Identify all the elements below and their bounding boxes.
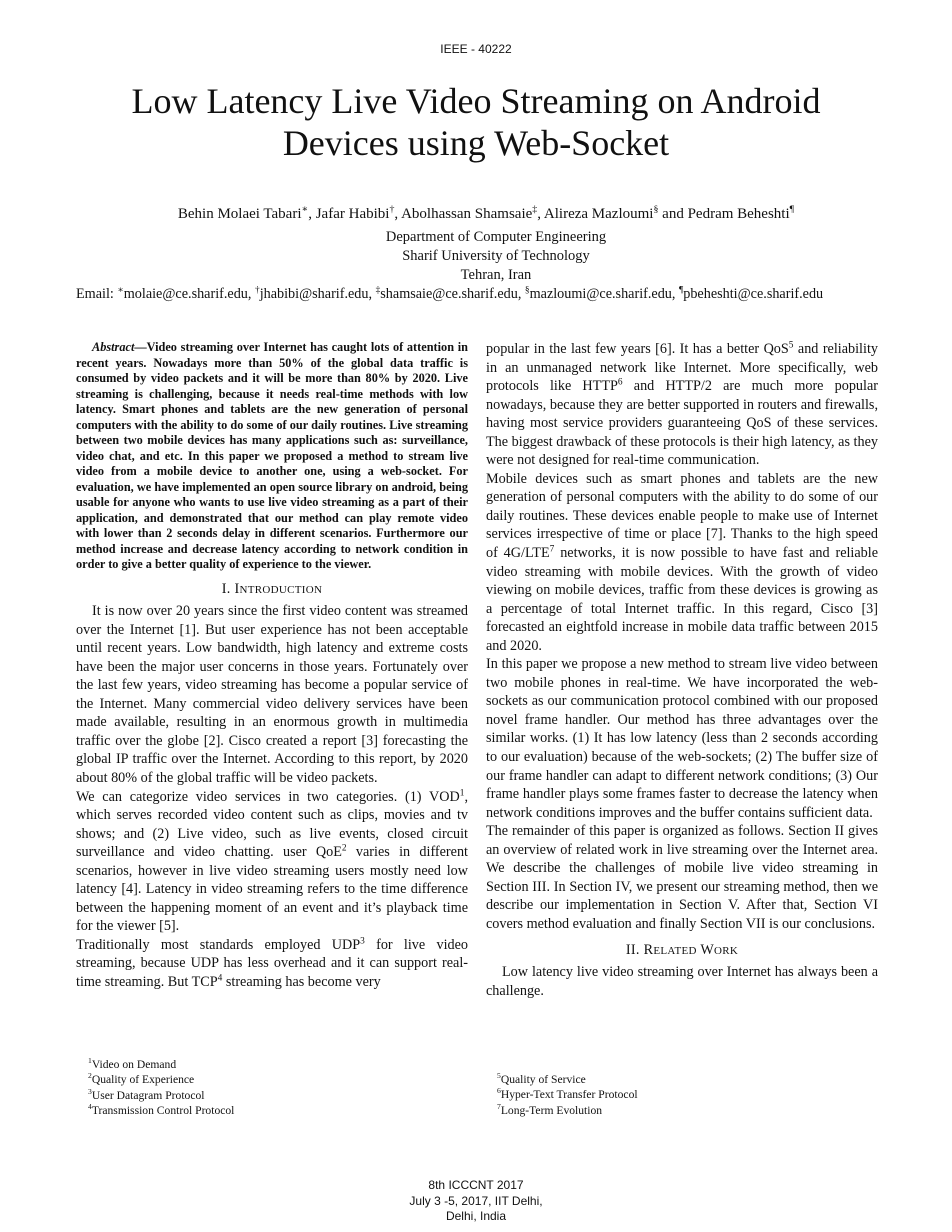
footnote <box>497 1087 827 1102</box>
abstract <box>76 340 468 573</box>
footnote-text: Quality of Service <box>500 1073 586 1086</box>
intro-paragraph-4 <box>486 470 878 655</box>
footnote-number: 7 <box>497 1101 501 1111</box>
footnote-ref: 5 <box>788 340 794 351</box>
page-footer <box>0 1178 952 1225</box>
related-paragraph-1: Low latency live video streaming over Internet has always been a challenge. <box>486 964 878 999</box>
text-run: for live video streaming, because UDP has less overhead and it can support real-time streaming. But TCP <box>76 936 468 990</box>
footnote <box>88 1057 418 1072</box>
section-number: II. <box>625 941 640 958</box>
affiliation-department: Department of Computer Engineering <box>385 229 607 245</box>
footnote <box>88 1103 418 1118</box>
author-mark: ‡ <box>375 285 381 296</box>
footnote-number: 2 <box>88 1071 92 1081</box>
author-conjunction: and <box>662 206 684 222</box>
intro-paragraph-6: The remainder of this paper is organized as follows. Section II gives an overview of related work in live streaming over the Internet area. We describe the challenges of mobile live video streaming in Section III. In Section IV, we present our streaming method, then we describe our implementation in Section V. After that, Section VI covers method evaluation and finally Section VII is our conclusions. <box>486 823 878 932</box>
author-emails <box>76 286 916 303</box>
footnote <box>88 1072 418 1087</box>
author-mark: ‡ <box>532 204 538 215</box>
footnote-number: 3 <box>88 1086 92 1096</box>
footnote-text: User Datagram Protocol <box>91 1088 205 1102</box>
email-address: molaie@ce.sharif.edu, <box>123 286 252 302</box>
intro-paragraph-3 <box>76 936 468 992</box>
section-heading-introduction <box>76 580 468 600</box>
email-address: mazloumi@ce.sharif.edu, <box>529 286 676 302</box>
email-label: Email: <box>76 286 114 302</box>
footnote-ref: 1 <box>459 787 465 798</box>
author-name: Jafar Habibi <box>315 206 390 222</box>
author-mark: ∗ <box>117 285 124 296</box>
author-list: Behin Molaei Tabari∗, Jafar Habibi†, Abolhassan Shamsaie‡, Alireza Mazloumi§ and Pedram Beheshti¶ <box>177 204 795 222</box>
footnote-text: Long-Term Evolution <box>500 1103 603 1117</box>
section-title-rest: ELATED <box>653 944 697 957</box>
text-run: Mobile devices such as smart phones and tablets are the new generation of personal computers with the ability to do some of our daily routines. These devices enable people to make use of Internet services irrespective of time or place [7]. Thanks to the high speed of 4G/LTE <box>486 470 878 562</box>
author-name: Pedram Beheshti <box>687 206 790 222</box>
author-name: Behin Molaei Tabari <box>177 206 302 222</box>
footnote <box>497 1072 827 1087</box>
left-column <box>76 340 468 992</box>
footnotes-right <box>497 1072 827 1118</box>
title-line-2: Devices using Web-Socket <box>282 123 670 163</box>
footnote-text: Quality of Experience <box>91 1073 195 1087</box>
paper-title <box>60 80 892 164</box>
affiliation-university: Sharif University of Technology <box>402 248 590 264</box>
section-heading-related-work <box>486 941 878 961</box>
text-run: Traditionally most standards employed UDP <box>76 936 361 953</box>
author-name: Alireza Mazloumi <box>543 206 654 222</box>
footer-line: Delhi, India <box>445 1209 507 1223</box>
footnote-text: Hyper-Text Transfer Protocol <box>500 1088 638 1102</box>
intro-paragraph-5: In this paper we propose a new method to stream live video between two mobile phones in real-time. We have incorporated the web-sockets as our communication protocol combined with our proposed novel frame handler. Our method has three advantages over the similar works. (1) It has low latency (less than 2 seconds according to our evaluation) because of the web-sockets; (2) The buffer size of our frame handler can adapt to different network conditions; (3) Our frame handler plays some frames faster to decrease the latency when network conditions improves and the buffer contains sufficient data. <box>486 656 878 821</box>
text-run: streaming has become very <box>222 973 381 990</box>
abstract-text: Video streaming over Internet has caught lots of attention in recent years. Nowadays more than 50% of the global data traffic is consumed by video packets and it will be more than 80% by 2020. Live streaming is challenging, because it needs real-time methods with low latency. Smart phones and tablets are the new generation of personal computers with the ability to do some of our daily routines. Live streaming between two mobile devices has many applications such as: surveillance, video chat, and etc. In this paper we proposed a method to stream live video from a mobile device to another one, using a web-socket. For evaluation, we have implemented an open source library on android, being usable for anyone who wants to use live video streaming as a part of their application, and demonstrated that our method can play remote video with lower than 2 seconds delay in different scenarios. Furthermore our method increase and decrease latency according to network condition in order to give a better quality of experience to the viewer. <box>76 340 468 571</box>
footnote-ref: 7 <box>549 544 555 555</box>
author-mark: ¶ <box>789 204 795 215</box>
title-line-1: Low Latency Live Video Streaming on Android <box>131 81 821 121</box>
text-run: and HTTP/2 are much more popular nowadays, because they are better supported in routers and firewalls, having most service providers guaranteeing QoS of these services. The biggest drawback of these protocols is their high latency, as they were not designed for real-time communication. <box>486 378 878 469</box>
section-title-initial: I <box>234 580 240 597</box>
author-mark: † <box>255 285 260 296</box>
footnote <box>88 1088 418 1103</box>
author-mark: § <box>524 285 530 296</box>
footnote-number: 6 <box>497 1086 501 1096</box>
text-run: networks, it is now possible to have fast and reliable video streaming with mobile devices. With the growth of video viewing on mobile devices, traffic from these devices is growing as a percentage of total Internet traffic. In this regard, Cisco [3] forecasted an eightfold increase in mobile data traffic between 2015 and 2020. <box>486 545 879 654</box>
abstract-label: Abstract <box>92 340 135 354</box>
abstract-dash: — <box>134 340 147 354</box>
footnotes-left <box>88 1057 418 1118</box>
author-mark: ∗ <box>301 204 309 215</box>
footnote <box>497 1103 827 1118</box>
footnote-ref: 2 <box>341 843 347 854</box>
author-name: Abolhassan Shamsaie <box>401 206 533 222</box>
intro-paragraph-3-continued <box>486 340 878 470</box>
text-run: and reliability in an unmanaged network like Internet. More specifically, web protocols like HTTP <box>486 341 878 395</box>
section-title-initial: R <box>643 941 654 958</box>
section-title-rest: NTRODUCTION <box>239 583 323 596</box>
email-address: jhabibi@sharif.edu, <box>259 286 373 302</box>
footnote-ref: 3 <box>360 936 365 947</box>
footer-line: July 3 -5, 2017, IIT Delhi, <box>409 1193 543 1208</box>
email-address: pbeheshti@ce.sharif.edu <box>683 286 824 302</box>
email-address: shamsaie@ce.sharif.edu, <box>380 286 522 302</box>
section-title-initial: W <box>700 941 715 958</box>
section-title-rest: ORK <box>714 944 739 957</box>
affiliation-city: Tehran, Iran <box>460 267 532 283</box>
footnote-ref: 6 <box>617 377 623 388</box>
footnote-text: Transmission Control Protocol <box>91 1103 235 1117</box>
author-mark: ¶ <box>678 285 684 296</box>
author-mark: † <box>389 204 395 215</box>
text-run: We can categorize video services in two categories. (1) VOD <box>76 788 460 805</box>
conference-paper-id: IEEE - 40222 <box>440 42 512 56</box>
footer-line: 8th ICCCNT 2017 <box>428 1178 524 1192</box>
footnote-number: 4 <box>88 1102 92 1112</box>
intro-paragraph-1: It is now over 20 years since the first video content was streamed over the Internet [1]. But user experience has not been acceptable until recent years. Low bandwidth, high latency and extreme costs have been the major user concerns in those years. Fortunately over the last few years, video streaming has become a popular service of the Internet. Many commercial video delivery services have been made available, resulting in an enormous growth in multimedia traffic over the globe [2]. Cisco created a report [3] forecasting the global IP traffic over the Internet. According to this report, by 2020 about 80% of the global traffic will be video packets. <box>76 603 468 786</box>
section-number: I. <box>221 580 231 597</box>
footnote-ref: 4 <box>217 973 223 984</box>
right-column <box>486 340 878 1000</box>
text-run: popular in the last few years [6]. It has a better QoS <box>486 341 789 357</box>
footnote-number: 1 <box>88 1056 92 1066</box>
intro-paragraph-2 <box>76 788 468 936</box>
footnote-text: Video on Demand <box>91 1058 177 1071</box>
text-run: varies in different scenarios, however in live video streaming users mostly need low latency [4]. Latency in video streaming refers to the time difference between the happening moment of an event and it’s playback time for the viewer [5]. <box>76 844 468 935</box>
text-run: , which serves recorded video content such as clips, movies and tv shows; and (2) Live video, such as live events, closed circuit surveillance and video chatting. user QoE <box>76 788 468 861</box>
footnote-number: 5 <box>497 1071 501 1081</box>
author-mark: § <box>653 204 659 215</box>
